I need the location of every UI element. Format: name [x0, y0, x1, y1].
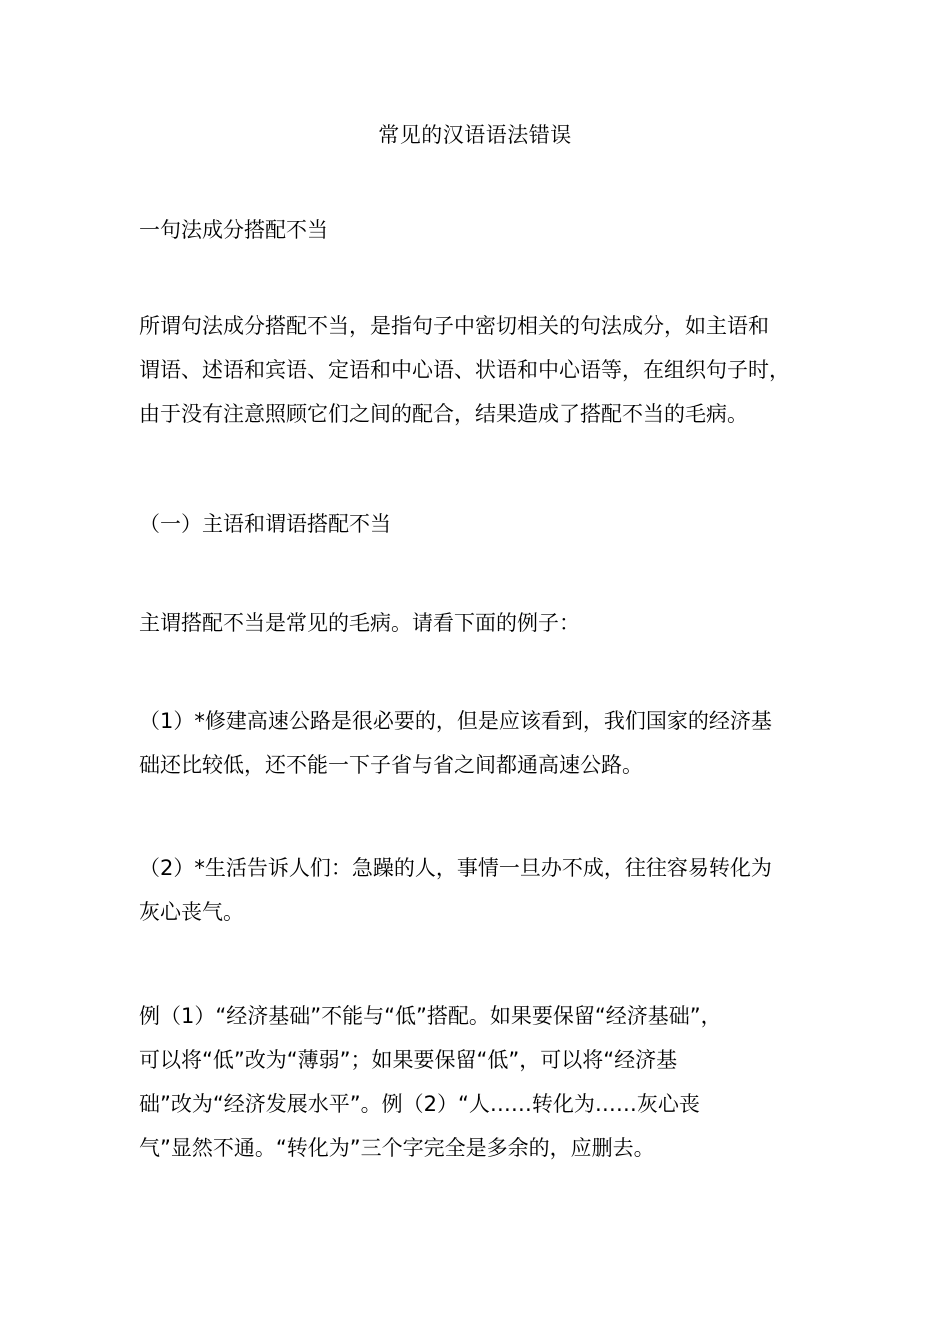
document-title: 常见的汉语语法错误 [378, 123, 572, 147]
paragraph-line: 气”显然不通。“转化为”三个字完全是多余的，应删去。 [139, 1136, 655, 1160]
analysis-paragraph [139, 994, 829, 1170]
intro-paragraph [139, 304, 829, 436]
example-line: 础还比较低，还不能一下子省与省之间都通高速公路。 [139, 753, 643, 777]
example-1 [139, 699, 829, 787]
example-2 [139, 846, 829, 934]
paragraph-line: 所谓句法成分搭配不当，是指句子中密切相关的句法成分，如主语和 [139, 314, 769, 338]
paragraph-line: 谓语、述语和宾语、定语和中心语、状语和中心语等，在组织句子时， [139, 358, 790, 382]
paragraph-line: 例（1）“经济基础”不能与“低”搭配。如果要保留“经济基础”， [139, 1004, 722, 1028]
section-heading-text: 一句法成分搭配不当 [139, 218, 328, 242]
example-line: 灰心丧气。 [139, 900, 244, 924]
section-heading [139, 208, 829, 252]
example-line: （1）*修建高速公路是很必要的，但是应该看到，我们国家的经济基 [139, 709, 772, 733]
subsection-intro-paragraph [139, 601, 829, 645]
paragraph-line: 础”改为“经济发展水平”。例（2）“人……转化为……灰心丧 [139, 1092, 700, 1116]
paragraph-line: 由于没有注意照顾它们之间的配合，结果造成了搭配不当的毛病。 [139, 402, 748, 426]
subsection-heading-text: （一）主语和谓语搭配不当 [139, 512, 391, 536]
paragraph-line: 主谓搭配不当是常见的毛病。请看下面的例子： [139, 611, 580, 635]
paragraph-line: 可以将“低”改为“薄弱”；如果要保留“低”，可以将“经济基 [139, 1048, 678, 1072]
example-line: （2）*生活告诉人们：急躁的人，事情一旦办不成，往往容易转化为 [139, 856, 772, 880]
subsection-heading [139, 502, 829, 546]
